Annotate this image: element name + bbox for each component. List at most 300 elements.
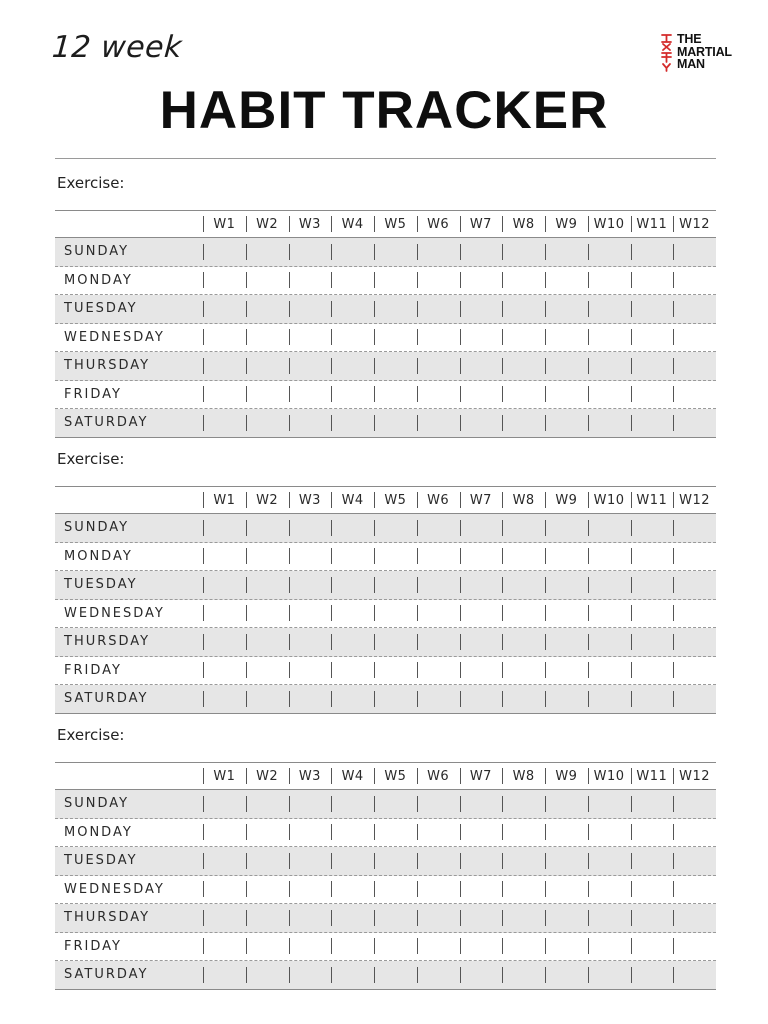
habit-checkbox-cell[interactable] [374,571,417,599]
day-label: THURSDAY [64,358,151,374]
habit-checkbox-cell[interactable] [673,657,716,685]
habit-checkbox-cell[interactable] [203,961,246,989]
habit-checkbox-cell[interactable] [417,847,460,875]
habit-checkbox-cell[interactable] [631,543,674,571]
habit-checkbox-cell[interactable] [246,933,289,961]
habit-checkbox-cell[interactable] [673,819,716,847]
habit-checkbox-cell[interactable] [203,267,246,295]
week-header: W5 [374,211,417,237]
habit-checkbox-cell[interactable] [631,267,674,295]
habit-checkbox-cell[interactable] [502,238,545,266]
habit-checkbox-cell[interactable] [331,790,374,818]
habit-checkbox-cell[interactable] [545,933,588,961]
subtitle: 12 week [50,30,184,65]
habit-checkbox-cell[interactable] [673,961,716,989]
week-header: W1 [203,487,246,513]
habit-checkbox-cell[interactable] [545,847,588,875]
habit-checkbox-cell[interactable] [331,876,374,904]
brand-logo [659,31,732,73]
habit-checkbox-cell[interactable] [502,847,545,875]
week-header: W11 [631,487,674,513]
habit-checkbox-cell[interactable] [203,904,246,932]
habit-checkbox-cell[interactable] [417,409,460,437]
habit-checkbox-cell[interactable] [374,514,417,542]
habit-checkbox-cell[interactable] [417,514,460,542]
habit-checkbox-cell[interactable] [673,267,716,295]
habit-checkbox-cell[interactable] [374,543,417,571]
habit-checkbox-cell[interactable] [289,324,332,352]
habit-checkbox-cell[interactable] [588,571,631,599]
habit-checkbox-cell[interactable] [246,514,289,542]
habit-checkbox-cell[interactable] [289,933,332,961]
habit-checkbox-cell[interactable] [289,238,332,266]
habit-checkbox-cell[interactable] [289,790,332,818]
habit-checkbox-cell[interactable] [673,790,716,818]
habit-checkbox-cell[interactable] [246,657,289,685]
habit-checkbox-cell[interactable] [374,409,417,437]
day-row [55,571,716,600]
habit-checkbox-cell[interactable] [673,571,716,599]
habit-checkbox-cell[interactable] [417,961,460,989]
habit-checkbox-cell[interactable] [545,381,588,409]
habit-checkbox-cell[interactable] [460,685,503,713]
day-row [55,790,716,819]
habit-checkbox-cell[interactable] [289,600,332,628]
habit-checkbox-cell[interactable] [374,685,417,713]
habit-checkbox-cell[interactable] [460,295,503,323]
day-label: WEDNESDAY [64,881,165,897]
habit-checkbox-cell[interactable] [545,352,588,380]
habit-checkbox-cell[interactable] [460,904,503,932]
habit-checkbox-cell[interactable] [502,876,545,904]
habit-checkbox-cell[interactable] [502,324,545,352]
habit-checkbox-cell[interactable] [203,352,246,380]
habit-checkbox-cell[interactable] [417,543,460,571]
habit-checkbox-cell[interactable] [673,628,716,656]
habit-checkbox-cell[interactable] [460,514,503,542]
habit-checkbox-cell[interactable] [631,352,674,380]
day-row [55,381,716,410]
habit-checkbox-cell[interactable] [331,352,374,380]
habit-checkbox-cell[interactable] [417,600,460,628]
habit-checkbox-cell[interactable] [631,685,674,713]
habit-checkbox-cell[interactable] [460,267,503,295]
habit-checkbox-cell[interactable] [631,571,674,599]
day-row [55,514,716,543]
habit-checkbox-cell[interactable] [460,381,503,409]
day-row [55,847,716,876]
habit-checkbox-cell[interactable] [588,543,631,571]
habit-checkbox-cell[interactable] [289,961,332,989]
habit-checkbox-cell[interactable] [203,295,246,323]
habit-checkbox-cell[interactable] [502,352,545,380]
habit-checkbox-cell[interactable] [246,685,289,713]
habit-checkbox-cell[interactable] [246,295,289,323]
habit-checkbox-cell[interactable] [673,409,716,437]
habit-checkbox-cell[interactable] [588,904,631,932]
day-row [55,819,716,848]
habit-checkbox-cell[interactable] [545,571,588,599]
day-label: SATURDAY [64,967,149,983]
habit-checkbox-cell[interactable] [631,295,674,323]
habit-checkbox-cell[interactable] [203,324,246,352]
habit-checkbox-cell[interactable] [631,409,674,437]
habit-checkbox-cell[interactable] [374,628,417,656]
week-header: W8 [502,763,545,789]
habit-checkbox-cell[interactable] [588,657,631,685]
logo-mark-icon [659,32,674,72]
habit-checkbox-cell[interactable] [246,543,289,571]
habit-checkbox-cell[interactable] [331,685,374,713]
habit-checkbox-cell[interactable] [588,514,631,542]
habit-checkbox-cell[interactable] [374,819,417,847]
week-header: W9 [545,487,588,513]
habit-checkbox-cell[interactable] [331,904,374,932]
habit-checkbox-cell[interactable] [203,876,246,904]
habit-checkbox-cell[interactable] [673,543,716,571]
habit-checkbox-cell[interactable] [289,295,332,323]
habit-checkbox-cell[interactable] [289,847,332,875]
habit-checkbox-cell[interactable] [417,657,460,685]
habit-checkbox-cell[interactable] [460,238,503,266]
habit-checkbox-cell[interactable] [203,514,246,542]
habit-checkbox-cell[interactable] [417,324,460,352]
habit-checkbox-cell[interactable] [631,904,674,932]
habit-checkbox-cell[interactable] [289,267,332,295]
habit-checkbox-cell[interactable] [331,381,374,409]
habit-checkbox-cell[interactable] [588,295,631,323]
habit-checkbox-cell[interactable] [460,571,503,599]
logo-text [677,33,732,71]
habit-checkbox-cell[interactable] [631,847,674,875]
habit-checkbox-cell[interactable] [331,819,374,847]
habit-checkbox-cell[interactable] [331,847,374,875]
habit-checkbox-cell[interactable] [631,628,674,656]
habit-checkbox-cell[interactable] [374,790,417,818]
habit-checkbox-cell[interactable] [374,657,417,685]
exercise-label: Exercise: [57,726,125,744]
habit-checkbox-cell[interactable] [460,543,503,571]
habit-checkbox-cell[interactable] [203,628,246,656]
habit-checkbox-cell[interactable] [374,267,417,295]
habit-checkbox-cell[interactable] [374,352,417,380]
habit-checkbox-cell[interactable] [545,657,588,685]
habit-checkbox-cell[interactable] [203,600,246,628]
habit-checkbox-cell[interactable] [203,933,246,961]
habit-checkbox-cell[interactable] [331,267,374,295]
exercise-label: Exercise: [57,450,125,468]
habit-checkbox-cell[interactable] [460,628,503,656]
day-row [55,543,716,572]
habit-checkbox-cell[interactable] [502,961,545,989]
habit-checkbox-cell[interactable] [246,819,289,847]
habit-checkbox-cell[interactable] [289,628,332,656]
week-header: W10 [588,763,631,789]
habit-checkbox-cell[interactable] [203,238,246,266]
habit-checkbox-cell[interactable] [502,933,545,961]
habit-checkbox-cell[interactable] [417,571,460,599]
habit-checkbox-cell[interactable] [502,381,545,409]
habit-checkbox-cell[interactable] [331,324,374,352]
habit-checkbox-cell[interactable] [460,352,503,380]
habit-checkbox-cell[interactable] [502,571,545,599]
habit-checkbox-cell[interactable] [331,961,374,989]
habit-checkbox-cell[interactable] [203,819,246,847]
day-label: FRIDAY [64,938,122,954]
habit-checkbox-cell[interactable] [673,933,716,961]
week-header: W5 [374,487,417,513]
habit-checkbox-cell[interactable] [545,904,588,932]
habit-checkbox-cell[interactable] [673,876,716,904]
habit-checkbox-cell[interactable] [460,790,503,818]
habit-checkbox-cell[interactable] [374,904,417,932]
habit-checkbox-cell[interactable] [417,267,460,295]
habit-checkbox-cell[interactable] [460,847,503,875]
habit-checkbox-cell[interactable] [203,657,246,685]
habit-checkbox-cell[interactable] [545,628,588,656]
habit-checkbox-cell[interactable] [417,295,460,323]
habit-checkbox-cell[interactable] [588,819,631,847]
habit-checkbox-cell[interactable] [673,847,716,875]
habit-checkbox-cell[interactable] [203,543,246,571]
habit-checkbox-cell[interactable] [246,324,289,352]
habit-checkbox-cell[interactable] [203,790,246,818]
habit-checkbox-cell[interactable] [289,409,332,437]
habit-checkbox-cell[interactable] [588,324,631,352]
exercise-label: Exercise: [57,174,125,192]
habit-checkbox-cell[interactable] [331,657,374,685]
habit-checkbox-cell[interactable] [502,628,545,656]
week-header: W8 [502,211,545,237]
habit-checkbox-cell[interactable] [417,904,460,932]
habit-checkbox-cell[interactable] [502,685,545,713]
habit-checkbox-cell[interactable] [631,790,674,818]
habit-checkbox-cell[interactable] [289,685,332,713]
habit-checkbox-cell[interactable] [460,600,503,628]
habit-checkbox-cell[interactable] [460,324,503,352]
habit-checkbox-cell[interactable] [246,381,289,409]
habit-checkbox-cell[interactable] [374,876,417,904]
habit-checkbox-cell[interactable] [289,657,332,685]
habit-checkbox-cell[interactable] [331,933,374,961]
habit-checkbox-cell[interactable] [246,238,289,266]
habit-checkbox-cell[interactable] [246,904,289,932]
day-row [55,409,716,437]
habit-checkbox-cell[interactable] [545,267,588,295]
day-label: FRIDAY [64,386,122,402]
habit-checkbox-cell[interactable] [502,600,545,628]
habit-checkbox-cell[interactable] [417,352,460,380]
habit-checkbox-cell[interactable] [331,409,374,437]
habit-checkbox-cell[interactable] [588,685,631,713]
week-header: W7 [460,763,503,789]
habit-checkbox-cell[interactable] [460,933,503,961]
habit-checkbox-cell[interactable] [545,685,588,713]
habit-checkbox-cell[interactable] [588,238,631,266]
habit-checkbox-cell[interactable] [545,876,588,904]
habit-checkbox-cell[interactable] [502,904,545,932]
habit-checkbox-cell[interactable] [460,657,503,685]
habit-checkbox-cell[interactable] [460,819,503,847]
habit-checkbox-cell[interactable] [588,267,631,295]
habit-checkbox-cell[interactable] [374,933,417,961]
habit-checkbox-cell[interactable] [289,352,332,380]
habit-checkbox-cell[interactable] [246,352,289,380]
habit-checkbox-cell[interactable] [417,819,460,847]
day-label: TUESDAY [64,853,138,869]
habit-checkbox-cell[interactable] [631,238,674,266]
habit-checkbox-cell[interactable] [374,961,417,989]
habit-checkbox-cell[interactable] [203,381,246,409]
week-header: W1 [203,763,246,789]
habit-checkbox-cell[interactable] [673,295,716,323]
week-header: W12 [673,763,716,789]
week-header: W4 [331,211,374,237]
habit-checkbox-cell[interactable] [460,409,503,437]
habit-checkbox-cell[interactable] [417,876,460,904]
habit-checkbox-cell[interactable] [331,514,374,542]
habit-checkbox-cell[interactable] [588,600,631,628]
habit-checkbox-cell[interactable] [673,352,716,380]
habit-checkbox-cell[interactable] [545,409,588,437]
habit-checkbox-cell[interactable] [631,961,674,989]
habit-checkbox-cell[interactable] [289,876,332,904]
habit-checkbox-cell[interactable] [417,933,460,961]
habit-checkbox-cell[interactable] [246,790,289,818]
habit-checkbox-cell[interactable] [588,628,631,656]
habit-checkbox-cell[interactable] [246,600,289,628]
habit-checkbox-cell[interactable] [502,295,545,323]
day-label: WEDNESDAY [64,329,165,345]
habit-checkbox-cell[interactable] [673,238,716,266]
habit-checkbox-cell[interactable] [502,267,545,295]
week-header-row [55,763,716,790]
habit-checkbox-cell[interactable] [588,933,631,961]
day-label: WEDNESDAY [64,605,165,621]
week-header: W6 [417,487,460,513]
habit-checkbox-cell[interactable] [502,819,545,847]
habit-checkbox-cell[interactable] [417,685,460,713]
habit-checkbox-cell[interactable] [502,514,545,542]
habit-checkbox-cell[interactable] [331,571,374,599]
tracker-section [55,722,716,990]
habit-checkbox-cell[interactable] [289,543,332,571]
habit-checkbox-cell[interactable] [331,295,374,323]
habit-checkbox-cell[interactable] [631,819,674,847]
habit-checkbox-cell[interactable] [331,543,374,571]
habit-checkbox-cell[interactable] [246,961,289,989]
habit-checkbox-cell[interactable] [545,238,588,266]
habit-checkbox-cell[interactable] [246,409,289,437]
habit-checkbox-cell[interactable] [502,409,545,437]
habit-checkbox-cell[interactable] [246,876,289,904]
habit-checkbox-cell[interactable] [203,409,246,437]
habit-checkbox-cell[interactable] [203,847,246,875]
habit-checkbox-cell[interactable] [374,381,417,409]
habit-checkbox-cell[interactable] [289,819,332,847]
habit-checkbox-cell[interactable] [246,628,289,656]
habit-checkbox-cell[interactable] [289,571,332,599]
habit-checkbox-cell[interactable] [289,514,332,542]
habit-checkbox-cell[interactable] [631,381,674,409]
habit-checkbox-cell[interactable] [545,514,588,542]
habit-checkbox-cell[interactable] [545,295,588,323]
logo-line: MAN [677,57,705,72]
week-header: W2 [246,211,289,237]
habit-checkbox-cell[interactable] [502,657,545,685]
habit-checkbox-cell[interactable] [673,600,716,628]
tracker-section [55,446,716,714]
habit-checkbox-cell[interactable] [289,904,332,932]
page-title: HABIT TRACKER [159,81,609,140]
habit-checkbox-cell[interactable] [460,961,503,989]
habit-checkbox-cell[interactable] [545,600,588,628]
habit-checkbox-cell[interactable] [417,790,460,818]
week-header: W3 [289,487,332,513]
habit-checkbox-cell[interactable] [374,295,417,323]
habit-checkbox-cell[interactable] [631,324,674,352]
habit-checkbox-cell[interactable] [203,685,246,713]
habit-checkbox-cell[interactable] [545,961,588,989]
habit-checkbox-cell[interactable] [246,571,289,599]
habit-checkbox-cell[interactable] [673,904,716,932]
habit-checkbox-cell[interactable] [246,847,289,875]
habit-checkbox-cell[interactable] [631,933,674,961]
habit-checkbox-cell[interactable] [460,876,503,904]
habit-checkbox-cell[interactable] [331,628,374,656]
habit-checkbox-cell[interactable] [588,876,631,904]
habit-checkbox-cell[interactable] [588,790,631,818]
habit-checkbox-cell[interactable] [631,876,674,904]
habit-checkbox-cell[interactable] [331,238,374,266]
week-header: W2 [246,487,289,513]
habit-checkbox-cell[interactable] [545,324,588,352]
habit-checkbox-cell[interactable] [374,324,417,352]
habit-checkbox-cell[interactable] [374,847,417,875]
habit-checkbox-cell[interactable] [374,600,417,628]
habit-checkbox-cell[interactable] [417,238,460,266]
habit-checkbox-cell[interactable] [374,238,417,266]
habit-checkbox-cell[interactable] [502,790,545,818]
habit-checkbox-cell[interactable] [502,543,545,571]
habit-checkbox-cell[interactable] [673,324,716,352]
habit-checkbox-cell[interactable] [417,628,460,656]
habit-checkbox-cell[interactable] [631,600,674,628]
habit-checkbox-cell[interactable] [331,600,374,628]
habit-checkbox-cell[interactable] [545,790,588,818]
habit-checkbox-cell[interactable] [673,381,716,409]
habit-checkbox-cell[interactable] [631,657,674,685]
habit-checkbox-cell[interactable] [417,381,460,409]
habit-checkbox-cell[interactable] [588,381,631,409]
habit-checkbox-cell[interactable] [545,543,588,571]
habit-grid [55,210,716,438]
day-label: SUNDAY [64,520,130,536]
habit-checkbox-cell[interactable] [588,961,631,989]
habit-checkbox-cell[interactable] [673,685,716,713]
week-header: W6 [417,763,460,789]
habit-checkbox-cell[interactable] [588,409,631,437]
habit-checkbox-cell[interactable] [545,819,588,847]
week-header: W12 [673,211,716,237]
habit-checkbox-cell[interactable] [246,267,289,295]
habit-checkbox-cell[interactable] [203,571,246,599]
habit-checkbox-cell[interactable] [631,514,674,542]
habit-checkbox-cell[interactable] [673,514,716,542]
habit-checkbox-cell[interactable] [289,381,332,409]
habit-checkbox-cell[interactable] [588,847,631,875]
habit-checkbox-cell[interactable] [588,352,631,380]
